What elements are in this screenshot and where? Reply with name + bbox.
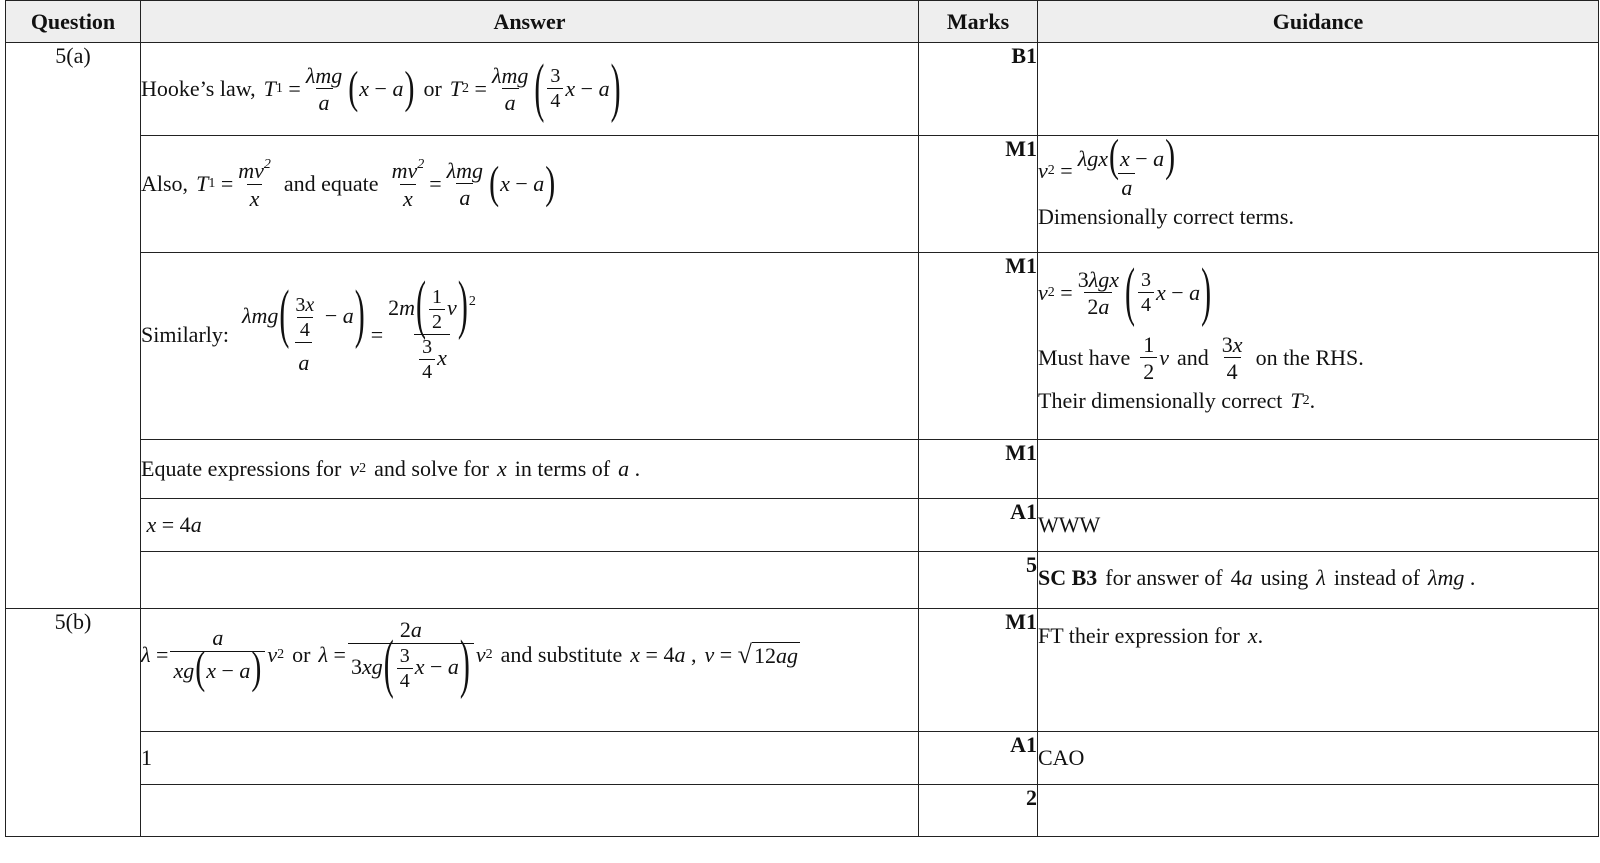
table-row: [6, 732, 1599, 785]
answer-cell: [141, 785, 919, 837]
answer-text: 1: [141, 745, 152, 770]
answer-cell: Similarly: λmg( $\frac{3x}{4}$ − a) a = 2m( $\frac{1}{2}$ v)$^2$ $\frac{3}{4}$ x: [141, 253, 919, 440]
guidance-note: using: [1260, 565, 1309, 590]
header-row: [6, 1, 1599, 43]
table-row: [6, 552, 1599, 609]
guidance-cell: v 2 = $\frac{\text{λgx(x − a)}}{a}$ Dimensionally correct terms.: [1038, 136, 1599, 253]
mark-cell: 2: [919, 785, 1038, 837]
mark-cell: B1: [919, 43, 1038, 136]
mark-cell: M1: [919, 609, 1038, 732]
mark-cell: A1: [919, 732, 1038, 785]
table-row: [6, 440, 1599, 499]
mark-cell: M1: [919, 253, 1038, 440]
answer-text: Also,: [141, 171, 189, 196]
answer-cell: Equate expressions for v 2 and solve for x in terms of a .: [141, 440, 919, 499]
table-row: [6, 499, 1599, 552]
guidance-cell: [1038, 43, 1599, 136]
guidance-note: Must have: [1038, 345, 1131, 370]
guidance-note: Their dimensionally correct: [1038, 388, 1283, 413]
table-row: [6, 43, 1599, 136]
guidance-note: and: [1177, 345, 1209, 370]
header-marks: Marks: [919, 1, 1038, 43]
guidance-note: CAO: [1038, 745, 1085, 770]
answer-text: Equate expressions for: [141, 456, 342, 481]
answer-text: and substitute: [500, 642, 623, 667]
mark-cell: M1: [919, 440, 1038, 499]
guidance-cell: [1038, 499, 1599, 552]
table-row: [6, 785, 1599, 837]
guidance-note: Dimensionally correct terms.: [1038, 204, 1294, 229]
question-label: 5(a): [6, 43, 141, 609]
table-row: [6, 136, 1599, 253]
guidance-note: instead of: [1333, 565, 1420, 590]
guidance-note: FT their expression for: [1038, 623, 1240, 648]
guidance-cell: [1038, 785, 1599, 837]
answer-text: Similarly:: [141, 322, 229, 347]
guidance-note: SC B3: [1038, 565, 1098, 590]
guidance-cell: v 2 = $\frac{\text{3λgx}}{2a}$ ( $\frac{3}{4}$ x − a ) Must have $\frac{1}{2}$ v and $\frac{3x}{4}$ on the RHS. Their dimensionally correct T 2 .: [1038, 253, 1599, 440]
answer-cell: Hooke’s law, T 1 = $\frac{\text{λmg}}{a}$ ( x − a ) or T 2 = $\frac{\text{λmg}}{a}$ ( $\frac{3}{4}$ x − a ): [141, 43, 919, 136]
answer-cell: [141, 552, 919, 609]
header-question: Question: [6, 1, 141, 43]
guidance-cell: [1038, 732, 1599, 785]
answer-text: or: [292, 642, 311, 667]
answer-text: in terms of: [514, 456, 611, 481]
guidance-cell: SC B3 for answer of 4 a using λ instead of λmg .: [1038, 552, 1599, 609]
answer-cell: [141, 732, 919, 785]
guidance-cell: [1038, 440, 1599, 499]
header-answer: Answer: [141, 1, 919, 43]
guidance-note: for answer of: [1105, 565, 1223, 590]
answer-cell: λ = $\frac{a}{xg(x - a)}$ v 2 or λ = 2a 3xg( $\frac{3}{4}$ x − a) v 2 and substitute x = 4 a , v = √ 12ag: [141, 609, 919, 732]
table-row: [6, 609, 1599, 732]
answer-text: and solve for: [374, 456, 490, 481]
table-row: [6, 253, 1599, 440]
guidance-note: WWW: [1038, 512, 1101, 537]
mark-cell: A1: [919, 499, 1038, 552]
answer-text: and equate: [283, 171, 379, 196]
answer-cell: Also, T 1 = $\frac{mv^2}{x}$ and equate $\frac{mv^2}{x}$ = $\frac{\text{λmg}}{a}$ ( x − a ): [141, 136, 919, 253]
header-guidance: Guidance: [1038, 1, 1599, 43]
answer-text: or: [423, 76, 442, 101]
question-label: 5(b): [6, 609, 141, 837]
mark-cell: 5: [919, 552, 1038, 609]
mark-scheme-table: [5, 0, 1599, 837]
mark-cell: M1: [919, 136, 1038, 253]
answer-cell: x = 4 a: [141, 499, 919, 552]
answer-text: Hooke’s law,: [141, 76, 256, 101]
guidance-cell: FT their expression for x .: [1038, 609, 1599, 732]
guidance-note: on the RHS.: [1255, 345, 1364, 370]
